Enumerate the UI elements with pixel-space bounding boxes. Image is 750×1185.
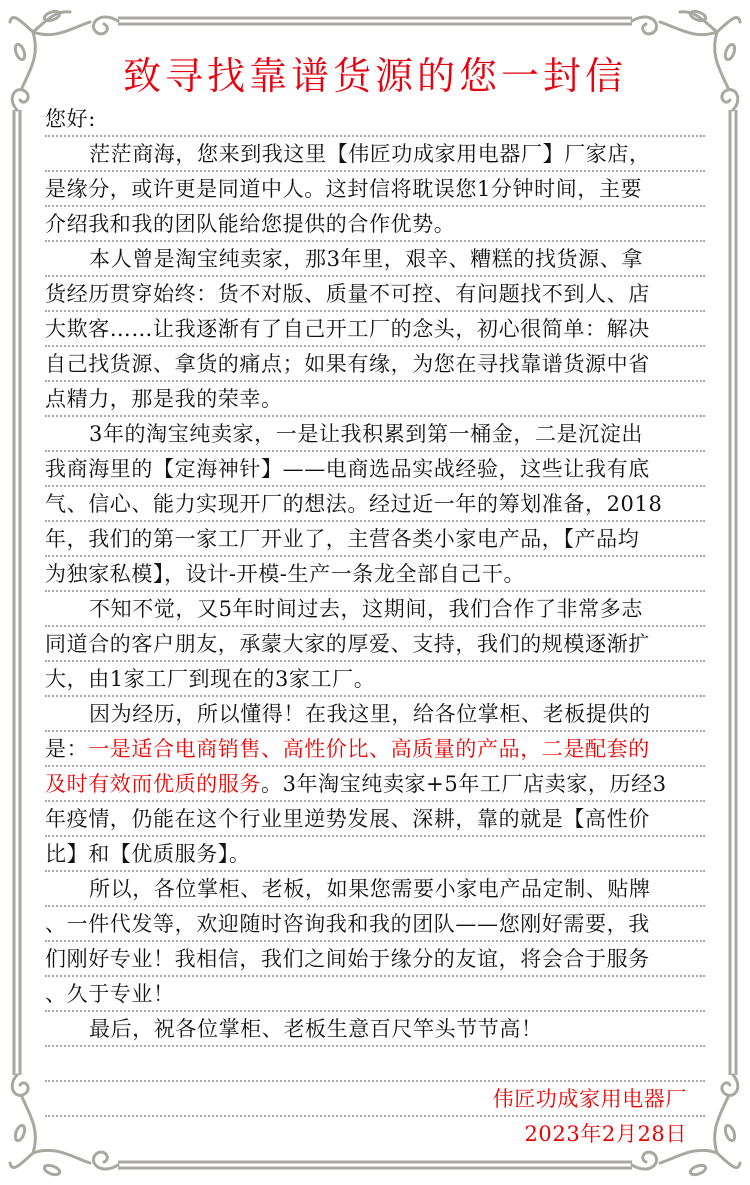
letter-line: 3年的淘宝纯卖家，一是让我积累到第一桶金，二是沉淀出	[45, 417, 705, 452]
highlighted-text: 一是适合电商销售、高性价比、高质量的产品，二是配套的	[88, 737, 650, 761]
letter-line: 不知不觉，又5年时间过去，这期间，我们合作了非常多志	[45, 592, 705, 627]
signature: 伟匠功成家用电器厂	[45, 1082, 705, 1117]
line-text: 是：	[45, 737, 89, 761]
letter-line: 是缘分，或许更是同道中人。这封信将耽误您1分钟时间，主要	[45, 172, 705, 207]
letter-line: 因为经历，所以懂得！在我这里，给各位掌柜、老板提供的	[45, 697, 705, 732]
highlighted-text: 及时有效而优质的服务	[45, 772, 261, 796]
letter-line: 介绍我和我的团队能给您提供的合作优势。	[45, 207, 705, 242]
letter-line: 自己找货源、拿货的痛点；如果有缘，为您在寻找靠谱货源中省	[45, 347, 705, 382]
letter-title: 致寻找靠谱货源的您一封信	[122, 54, 627, 98]
letter-line: 茫茫商海，您来到我这里【伟匠功成家用电器厂】厂家店，	[45, 137, 705, 172]
letter-line	[45, 732, 705, 767]
letter-line: 、久于专业！	[45, 977, 705, 1012]
letter-line: 所以，各位掌柜、老板，如果您需要小家电产品定制、贴牌	[45, 872, 705, 907]
letter-line: 比】和【优质服务】。	[45, 837, 705, 872]
letter-line: 年，我们的第一家工厂开业了，主营各类小家电产品，【产品均	[45, 522, 705, 557]
letter-date: 2023年2月28日	[524, 1122, 687, 1146]
letter-line: 货经历贯穿始终：货不对版、质量不可控、有问题找不到人、店	[45, 277, 705, 312]
letter-line	[45, 1047, 705, 1082]
letter-line: 为独家私模】，设计-开模-生产一条龙全部自己干。	[45, 557, 705, 592]
letter-line: 同道合的客户朋友，承蒙大家的厚爱、支持，我们的规模逐渐扩	[45, 627, 705, 662]
letter-line: 点精力，那是我的荣幸。	[45, 382, 705, 417]
letter-line: 大欺客……让我逐渐有了自己开工厂的念头，初心很简单：解决	[45, 312, 705, 347]
letter-line: 气、信心、能力实现开厂的想法。经过近一年的筹划准备，2018	[45, 487, 705, 522]
letter-line: 年疫情，仍能在这个行业里逆势发展、深耕，靠的就是【高性价	[45, 802, 705, 837]
letter-line	[45, 767, 705, 802]
line-text: 。3年淘宝纯卖家+5年工厂店卖家，历经3	[261, 772, 667, 796]
letter-line: 大，由1家工厂到现在的3家工厂。	[45, 662, 705, 697]
letter-body	[45, 102, 705, 1152]
letter-line: 、一件代发等，欢迎随时咨询我和我的团队——您刚好需要，我	[45, 907, 705, 942]
letter-line: 最后，祝各位掌柜、老板生意百尺竿头节节高！	[45, 1012, 705, 1047]
letter-line: 我商海里的【定海神针】——电商选品实战经验，这些让我有底	[45, 452, 705, 487]
letter-line: 本人曾是淘宝纯卖家，那3年里，艰辛、糟糕的找货源、拿	[45, 242, 705, 277]
letter-line: 们刚好专业！我相信，我们之间始于缘分的友谊，将会合于服务	[45, 942, 705, 977]
greeting: 您好:	[45, 102, 705, 137]
